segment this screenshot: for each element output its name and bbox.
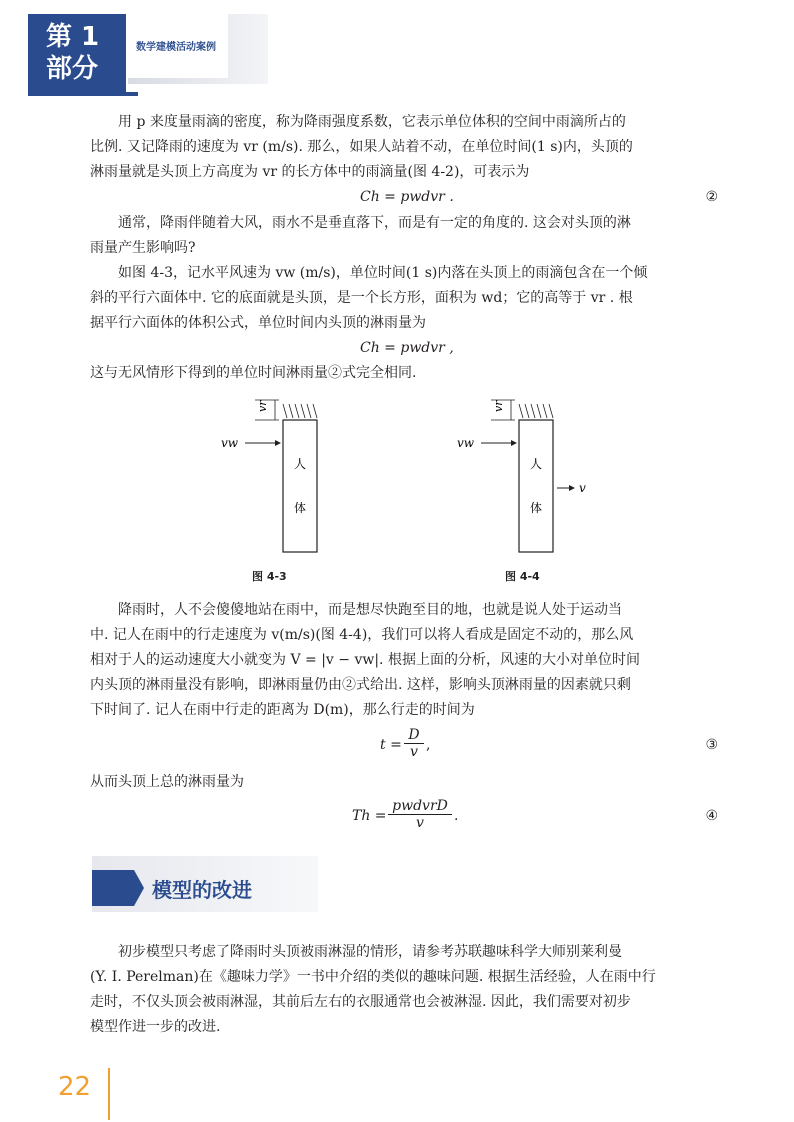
equation-2-number: ② xyxy=(705,189,718,205)
body-char-1: 人 xyxy=(530,457,543,471)
page-number: 22 xyxy=(58,1072,92,1102)
header-rule xyxy=(28,92,138,96)
text-line: 如图 4-3，记水平风速为 vw (m/s)，单位时间(1 s)内落在头顶上的雨滴包含在一个倾 xyxy=(118,265,648,281)
equation-4 xyxy=(90,798,718,838)
equation-2-text: Ch = pwdvr . xyxy=(360,189,454,205)
paragraph-4 xyxy=(90,598,718,723)
rain-speed-label: vr xyxy=(256,400,269,412)
person-body xyxy=(283,420,317,552)
equation-4-fraction xyxy=(388,798,452,831)
page-number-rule xyxy=(108,1068,110,1120)
paragraph-1 xyxy=(90,110,718,185)
paragraph-3-end xyxy=(90,361,718,386)
text-line: 据平行六面体的体积公式，单位时间内头顶的淋雨量为 xyxy=(90,315,426,331)
text-line: 雨量产生影响吗? xyxy=(90,240,196,256)
text-line: 从而头顶上总的淋雨量为 xyxy=(90,774,244,790)
equation-3-number: ③ xyxy=(705,737,718,753)
figure-4-3-caption: 图 4-3 xyxy=(252,570,287,583)
text-line: 中. 记人在雨中的行走速度为 v(m/s)(图 4-4)，我们可以将人看成是固定不动的，那么风 xyxy=(90,627,634,643)
equation-3-fraction xyxy=(404,727,424,760)
equation-3-tail: , xyxy=(426,737,431,753)
motion-speed-label: v xyxy=(579,481,586,495)
paragraph-3 xyxy=(90,261,718,336)
text-line: 内头顶的淋雨量没有影响，即淋雨量仍由②式给出. 这样，影响头顶淋雨量的因素就只剩 xyxy=(90,677,631,693)
part-title-line1: 第 1 xyxy=(46,22,100,52)
equation-wind-text: Ch = pwdvr , xyxy=(360,340,454,356)
equation-3-numerator: D xyxy=(404,727,424,744)
section-heading: 模型的改进 xyxy=(152,878,252,902)
part-badge xyxy=(28,14,126,92)
wind-speed-label: vw xyxy=(221,436,239,450)
text-line: 斜的平行六面体中. 它的底面就是头顶，是一个长方形，面积为 wd；它的高等于 vr . 根 xyxy=(90,290,633,306)
text-line: 初步模型只考虑了降雨时头顶被雨淋湿的情形，请参考苏联趣味科学大师别莱利曼 xyxy=(118,944,622,960)
part-title-line2: 部分 xyxy=(46,54,99,84)
text-line: (Y. I. Perelman)在《趣味力学》一书中介绍的类似的趣味问题. 根据生活经验，人在雨中行 xyxy=(90,969,656,985)
equation-2 xyxy=(90,185,718,210)
equation-4-tail: . xyxy=(454,808,459,824)
text-line: 淋雨量就是头顶上方高度为 vr 的长方体中的雨滴量(图 4-2)，可表示为 xyxy=(90,164,530,180)
equation-4-numerator: pwdvrD xyxy=(388,798,452,815)
figure-4-3-background xyxy=(205,390,355,560)
text-line: 比例. 又记降雨的速度为 vr (m/s). 那么，如果人站着不动，在单位时间(1 s)内，头顶的 xyxy=(90,139,633,155)
text-line: 下时间了. 记人在雨中行走的距离为 D(m)，那么行走的时间为 xyxy=(90,702,475,718)
body-char-2: 体 xyxy=(530,501,543,515)
text-line: 走时，不仅头顶会被雨淋湿，其前后左右的衣服通常也会被淋湿. 因此，我们需要对初步 xyxy=(90,994,631,1010)
figure-4-4 xyxy=(445,390,605,560)
paragraph-6 xyxy=(90,940,718,1040)
text-line: 通常，降雨伴随着大风，雨水不是垂直落下，而是有一定的角度的. 这会对头顶的淋 xyxy=(118,215,631,231)
text-line: 相对于人的运动速度大小就变为 V = |v − vw|. 根据上面的分析，风速的大小对单位时间 xyxy=(90,652,640,668)
wind-speed-label: vw xyxy=(457,436,475,450)
text-line: 模型作进一步的改进. xyxy=(90,1019,221,1035)
body-char-1: 人 xyxy=(294,457,307,471)
text-line: 用 p 来度量雨滴的密度，称为降雨强度系数，它表示单位体积的空间中雨滴所占的 xyxy=(118,114,626,130)
equation-3 xyxy=(90,727,718,767)
paragraph-5 xyxy=(90,770,718,795)
body-char-2: 体 xyxy=(294,501,307,515)
equation-3-denominator: v xyxy=(410,744,418,760)
text-line: 降雨时，人不会傻傻地站在雨中，而是想尽快跑至目的地，也就是说人处于运动当 xyxy=(118,602,622,618)
figure-4-3 xyxy=(205,390,355,560)
text-line: 这与无风情形下得到的单位时间淋雨量②式完全相同. xyxy=(90,365,417,381)
section-label: 数学建模活动案例 xyxy=(136,42,216,53)
equation-wind xyxy=(90,336,718,361)
section-heading-marker xyxy=(92,868,152,908)
equation-4-number: ④ xyxy=(705,808,718,824)
figure-4-4-caption: 图 4-4 xyxy=(505,570,540,583)
equation-4-lhs: Th = xyxy=(352,808,387,824)
paragraph-2 xyxy=(90,211,718,261)
equation-4-denominator: v xyxy=(416,815,424,831)
person-body xyxy=(519,420,553,552)
rain-speed-label: vr xyxy=(492,400,505,412)
equation-3-lhs: t = xyxy=(380,737,402,753)
